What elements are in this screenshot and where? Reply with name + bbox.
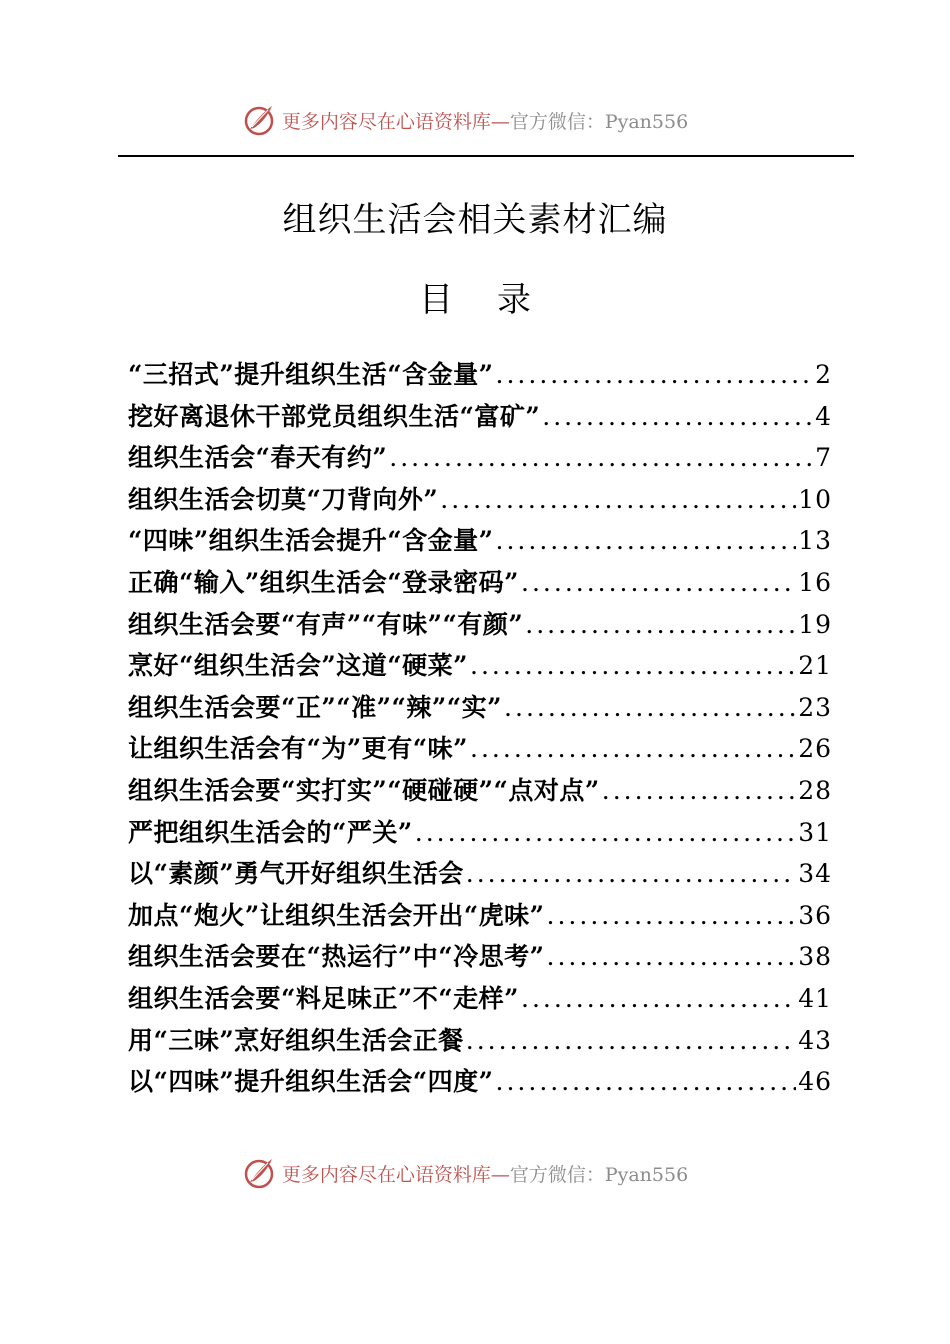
header-banner-red: 更多内容尽在心语资料库— bbox=[281, 110, 510, 133]
toc-entry-title: 组织生活会“春天有约” bbox=[128, 443, 388, 473]
toc-entry[interactable] bbox=[128, 480, 832, 522]
toc-entry-title: 让组织生活会有“为”更有“味” bbox=[128, 734, 469, 764]
toc-leader-dots bbox=[470, 734, 796, 763]
toc-leader-dots bbox=[440, 485, 796, 514]
toc-leader-dots bbox=[389, 443, 813, 472]
footer-banner bbox=[0, 1153, 950, 1193]
toc-leader-dots bbox=[602, 776, 796, 805]
toc-entry-page: 34 bbox=[798, 859, 832, 889]
toc-leader-dots bbox=[466, 859, 796, 888]
toc-heading bbox=[0, 272, 950, 321]
toc-entry[interactable] bbox=[128, 438, 832, 480]
toc-entry-title: 挖好离退休干部党员组织生活“富矿” bbox=[128, 401, 541, 431]
toc-leader-dots bbox=[466, 1026, 796, 1055]
toc-leader-dots bbox=[521, 568, 796, 597]
toc-entry[interactable] bbox=[128, 563, 832, 605]
toc-entry[interactable] bbox=[128, 355, 832, 397]
toc-entry-page: 10 bbox=[798, 484, 832, 514]
toc-leader-dots bbox=[496, 1067, 797, 1096]
toc-entry-page: 38 bbox=[798, 942, 832, 972]
toc-entry[interactable] bbox=[128, 979, 832, 1021]
header-banner-text bbox=[282, 107, 688, 134]
toc-entry-page: 26 bbox=[798, 734, 832, 764]
toc-entry[interactable] bbox=[128, 1021, 832, 1063]
toc-entry-title: 组织生活会要“实打实”“硬碰硬”“点对点” bbox=[128, 775, 600, 805]
header-banner-gray: 官方微信：Pyan556 bbox=[509, 110, 689, 133]
toc-entry-title: 以“四味”提升组织生活会“四度” bbox=[128, 1067, 494, 1097]
feather-circle-icon bbox=[242, 103, 276, 137]
toc-entry[interactable] bbox=[128, 521, 832, 563]
toc-heading-char-1: 目 bbox=[419, 280, 453, 320]
toc-entry-title: 组织生活会要在“热运行”中“冷思考” bbox=[128, 942, 545, 972]
toc-entry-page: 21 bbox=[798, 651, 832, 681]
toc-entry-page: 7 bbox=[815, 443, 832, 473]
toc-entry[interactable] bbox=[128, 854, 832, 896]
toc-leader-dots bbox=[521, 984, 796, 1013]
toc-leader-dots bbox=[542, 402, 813, 431]
toc-entry-page: 16 bbox=[798, 567, 832, 597]
footer-banner-gray: 官方微信：Pyan556 bbox=[509, 1163, 689, 1186]
toc-entry[interactable] bbox=[128, 813, 832, 855]
toc-leader-dots bbox=[496, 526, 797, 555]
footer-banner-text bbox=[282, 1160, 688, 1187]
toc-entry-page: 4 bbox=[815, 401, 832, 431]
footer-banner-red: 更多内容尽在心语资料库— bbox=[281, 1163, 510, 1186]
table-of-contents bbox=[128, 355, 832, 1104]
toc-entry-page: 13 bbox=[798, 526, 832, 556]
toc-entry-title: “三招式”提升组织生活“含金量” bbox=[128, 360, 494, 389]
toc-entry-page: 19 bbox=[798, 609, 832, 639]
toc-leader-dots bbox=[496, 360, 814, 389]
toc-entry-title: “四味”组织生活会提升“含金量” bbox=[128, 526, 494, 556]
toc-leader-dots bbox=[525, 610, 796, 639]
toc-entry-page: 36 bbox=[798, 900, 832, 930]
toc-entry-page: 41 bbox=[798, 983, 832, 1013]
toc-entry-title: 组织生活会要“料足味正”不“走样” bbox=[128, 983, 520, 1013]
toc-entry-title: 烹好“组织生活会”这道“硬菜” bbox=[128, 651, 469, 681]
toc-entry-page: 2 bbox=[815, 360, 832, 389]
toc-entry[interactable] bbox=[128, 397, 832, 439]
toc-entry-page: 28 bbox=[798, 775, 832, 805]
toc-entry-page: 43 bbox=[798, 1025, 832, 1055]
toc-entry-page: 46 bbox=[798, 1067, 832, 1097]
toc-entry-title: 用“三味”烹好组织生活会正餐 bbox=[128, 1025, 464, 1055]
toc-entry[interactable] bbox=[128, 729, 832, 771]
header-divider bbox=[118, 155, 854, 157]
toc-entry-title: 组织生活会要“正”“准”“辣”“实” bbox=[128, 692, 503, 722]
toc-entry[interactable] bbox=[128, 896, 832, 938]
toc-leader-dots bbox=[504, 693, 796, 722]
toc-entry[interactable] bbox=[128, 1062, 832, 1104]
toc-entry-title: 严把组织生活会的“严关” bbox=[128, 817, 413, 847]
toc-entry-title: 组织生活会要“有声”“有味”“有颜” bbox=[128, 609, 524, 639]
toc-entry-title: 以“素颜”勇气开好组织生活会 bbox=[128, 859, 464, 889]
toc-entry[interactable] bbox=[128, 688, 832, 730]
toc-entry-title: 加点“炮火”让组织生活会开出“虎味” bbox=[128, 900, 545, 930]
toc-heading-char-2: 录 bbox=[497, 280, 531, 320]
toc-entry-title: 正确“输入”组织生活会“登录密码” bbox=[128, 567, 520, 597]
toc-entry-title: 组织生活会切莫“刀背向外” bbox=[128, 484, 439, 514]
toc-entry-page: 23 bbox=[798, 692, 832, 722]
toc-leader-dots bbox=[415, 818, 796, 847]
document-title: 组织生活会相关素材汇编 bbox=[282, 200, 668, 240]
toc-entry[interactable] bbox=[128, 937, 832, 979]
toc-leader-dots bbox=[470, 651, 796, 680]
feather-circle-icon bbox=[242, 1156, 276, 1190]
toc-entry-page: 31 bbox=[798, 817, 832, 847]
toc-leader-dots bbox=[547, 901, 797, 930]
header-banner bbox=[0, 100, 950, 140]
toc-entry[interactable] bbox=[128, 771, 832, 813]
toc-entry[interactable] bbox=[128, 646, 832, 688]
toc-leader-dots bbox=[547, 942, 797, 971]
toc-entry[interactable] bbox=[128, 605, 832, 647]
